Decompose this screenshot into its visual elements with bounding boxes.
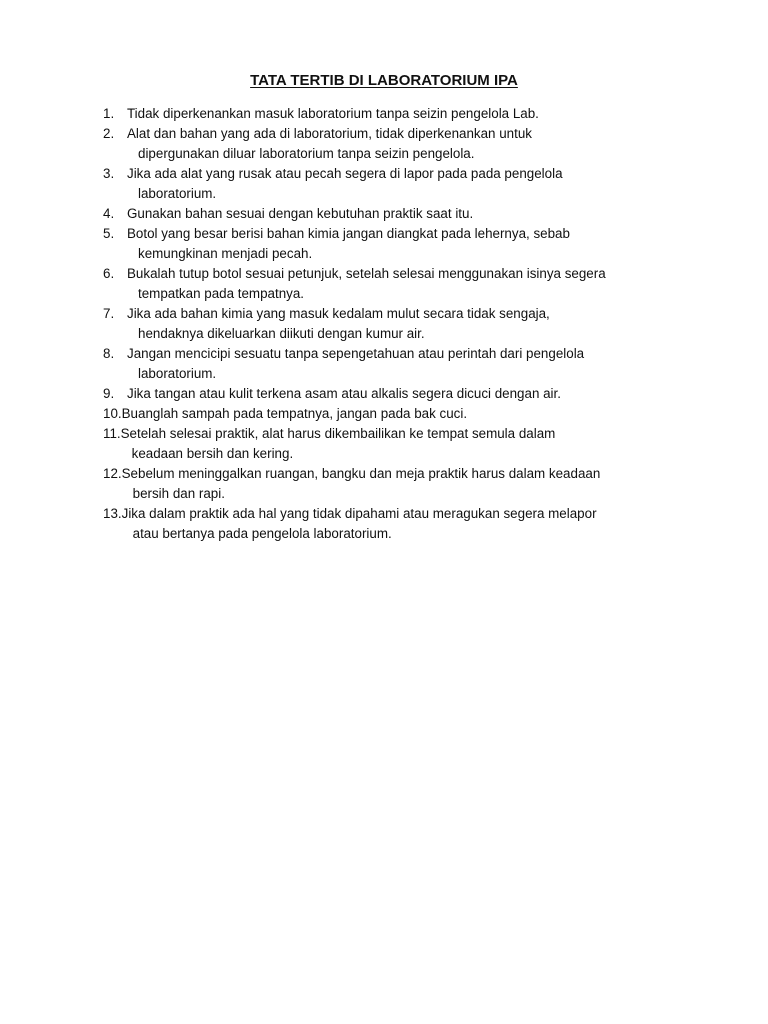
rule-line: bersih dan rapi. [132, 486, 225, 501]
rule-line: Bukalah tutup botol sesuai petunjuk, setelah selesai menggunakan isinya segera [127, 266, 606, 281]
rule-line: dipergunakan diluar laboratorium tanpa seizin pengelola. [138, 146, 475, 161]
rule-item [103, 164, 723, 204]
rules-list [103, 104, 723, 544]
rule-text [127, 344, 584, 384]
rule-line: Buanglah sampah pada tempatnya, jangan pada bak cuci. [121, 406, 468, 421]
rule-text [127, 264, 606, 304]
rule-number: 8. [103, 346, 115, 361]
rule-line: Jika dalam praktik ada hal yang tidak dipahami atau meragukan segera melapor [121, 506, 597, 521]
rule-text [127, 224, 570, 264]
rule-text [122, 464, 601, 504]
rule-item [103, 124, 723, 164]
rule-line: tempatkan pada tempatnya. [138, 286, 305, 301]
rule-item [103, 404, 723, 424]
document-title: TATA TERTIB DI LABORATORIUM IPA [250, 72, 518, 89]
rule-text [127, 104, 539, 124]
rule-number: 1. [103, 106, 115, 121]
rule-number: 10. [103, 406, 122, 421]
rule-number: 11. [103, 426, 121, 441]
rule-line: keadaan bersih dan kering. [131, 446, 294, 461]
rule-line: kemungkinan menjadi pecah. [138, 246, 313, 261]
rule-number: 12. [103, 466, 122, 481]
rule-text [121, 424, 556, 464]
rule-number: 9. [103, 386, 115, 401]
rule-text [122, 504, 597, 544]
rule-item [103, 384, 723, 404]
rule-number: 7. [103, 306, 115, 321]
rule-item [103, 104, 723, 124]
rule-number: 3. [103, 166, 115, 181]
rule-number: 2. [103, 126, 115, 141]
rule-line: Sebelum meninggalkan ruangan, bangku dan meja praktik harus dalam keadaan [121, 466, 601, 481]
rule-item [103, 304, 723, 344]
rule-item [103, 224, 723, 264]
rule-line: hendaknya dikeluarkan diikuti dengan kumur air. [138, 326, 425, 341]
rule-number: 13. [103, 506, 122, 521]
rule-line: laboratorium. [138, 366, 217, 381]
rule-item [103, 264, 723, 304]
rule-item [103, 424, 723, 464]
rule-text [127, 164, 563, 204]
rule-text [127, 384, 561, 404]
rule-item [103, 344, 723, 384]
rule-line: Botol yang besar berisi bahan kimia jangan diangkat pada lehernya, sebab [127, 226, 570, 241]
rule-line: Jika ada bahan kimia yang masuk kedalam mulut secara tidak sengaja, [127, 306, 550, 321]
rule-line: Jika tangan atau kulit terkena asam atau alkalis segera dicuci dengan air. [127, 386, 561, 401]
rule-line: Jika ada alat yang rusak atau pecah segera di lapor pada pada pengelola [127, 166, 563, 181]
rule-line: atau bertanya pada pengelola laboratorium. [132, 526, 392, 541]
rule-text [127, 124, 532, 164]
rule-item [103, 504, 723, 544]
rule-text [127, 204, 473, 224]
rule-line: Setelah selesai praktik, alat harus dikembailikan ke tempat semula dalam [120, 426, 556, 441]
rule-line: Tidak diperkenankan masuk laboratorium tanpa seizin pengelola Lab. [127, 106, 539, 121]
rule-number: 4. [103, 206, 115, 221]
rule-text [127, 304, 550, 344]
rule-item [103, 464, 723, 504]
rule-line: laboratorium. [138, 186, 217, 201]
rule-line: Jangan mencicipi sesuatu tanpa sepengetahuan atau perintah dari pengelola [127, 346, 585, 361]
rule-item [103, 204, 723, 224]
rule-text [122, 404, 467, 424]
rule-line: Gunakan bahan sesuai dengan kebutuhan praktik saat itu. [127, 206, 474, 221]
rule-line: Alat dan bahan yang ada di laboratorium, tidak diperkenankan untuk [127, 126, 532, 141]
rule-number: 6. [103, 266, 115, 281]
rule-number: 5. [103, 226, 115, 241]
